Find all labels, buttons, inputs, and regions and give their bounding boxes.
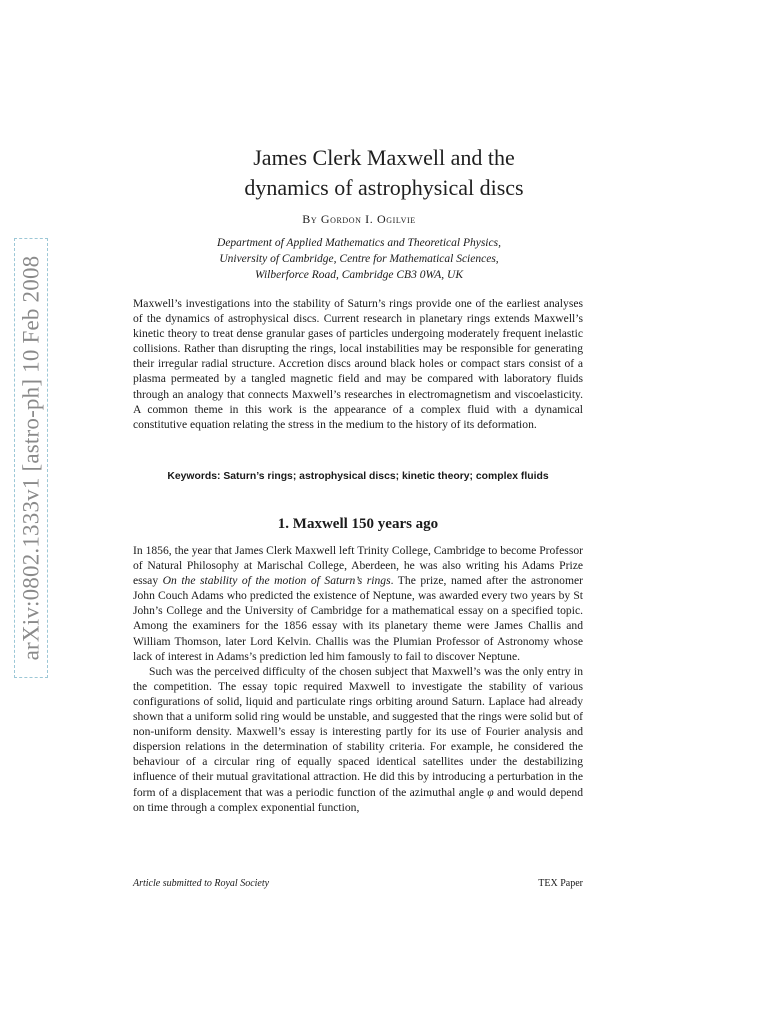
abstract: Maxwell’s investigations into the stability of Saturn’s rings provide one of the earliest analyses of the dynamics of astrophysical discs. Current research in planetary rings extends Maxwell’s kinetic theory to treat dense granular gases of particles undergoing moderately frequent inelastic collisions. Rather than disrupting the rings, local instabilities may be responsible for generating their irregular radial structure. Accretion discs around black holes or compact stars consist of a plasma permeated by a tangled magnetic field and may be compared with laboratory fluids through an analogy that connects Maxwell’s researches in electromagnetism and viscoelasticity. A common theme in this work is the appearance of a complex fluid with a dynamical constitutive equation relating the stress in the medium to the history of its deformation. — [133, 297, 583, 431]
author-line: By Gordon I. Ogilvie — [302, 212, 416, 226]
paper-title — [0, 143, 768, 203]
arxiv-stamp — [14, 238, 48, 678]
arxiv-stamp-text: arXiv:0802.1333v1 [astro-ph] 10 Feb 2008 — [18, 255, 44, 661]
affiliation-line-1: Department of Applied Mathematics and Theoretical Physics, — [217, 237, 501, 249]
paragraph-2-end: and would depend on time through a complex exponential function, — [133, 785, 583, 814]
paragraph-2-start: Such was the perceived difficulty of the chosen subject that Maxwell’s was the only entry in the competition. The essay topic required Maxwell to investigate the stability of various configurations of solid, liquid and particulate rings orbiting around Saturn. Laplace had already shown that a uniform solid ring would be unstable, and suggested that the rings were solid but of non-uniform density. Maxwell’s essay is interesting partly for its use of Fourier analysis and dispersion relations in the determination of stability criteria. For example, he considered the behaviour of a circular ring of equally spaced identical satellites under the destabilizing influence of their mutual gravitational attraction. He did this by introducing a perturbation in the form of a displacement that was a periodic function of the azimuthal angle — [133, 664, 583, 799]
footer-tex-paper: TEX Paper — [538, 878, 583, 889]
phi-symbol: φ — [487, 785, 494, 799]
affiliation-line-3: Wilberforce Road, Cambridge CB3 0WA, UK — [255, 269, 463, 281]
affiliation — [0, 235, 718, 283]
body-text — [133, 543, 583, 815]
paragraph-1 — [133, 543, 583, 664]
footer-submission-note: Article submitted to Royal Society — [133, 878, 270, 889]
paragraph-1-start: In 1856, the year that James Clerk Maxwell left Trinity College, Cambridge to become Professor of Natural Philosophy at Marischal College, Aberdeen, he was also writing his Adams Prize essay — [133, 544, 583, 588]
title-line-1: James Clerk Maxwell and the — [253, 145, 515, 170]
title-line-2: dynamics of astrophysical discs — [244, 175, 524, 200]
keywords: Keywords: Saturn’s rings; astrophysical discs; kinetic theory; complex fluids — [167, 471, 549, 482]
section-heading: 1. Maxwell 150 years ago — [277, 516, 439, 532]
paragraph-1-end: . The prize, named after the astronomer John Couch Adams who predicted the existence of Neptune, was awarded every two years by St John’s College and the University of Cambridge for a mathematical essay on a specified topic. Among the examiners for the 1856 essay with its planetary theme were James Challis and William Thomson, later Lord Kelvin. Challis was the Plumian Professor of Astronomy whose lack of interest in Adams’s prediction led him famously to fail to discover Neptune. — [133, 574, 583, 663]
affiliation-line-2: University of Cambridge, Centre for Mathematical Sciences, — [219, 253, 499, 265]
essay-title: On the stability of the motion of Saturn’s rings — [162, 574, 391, 588]
paragraph-2 — [133, 664, 583, 815]
